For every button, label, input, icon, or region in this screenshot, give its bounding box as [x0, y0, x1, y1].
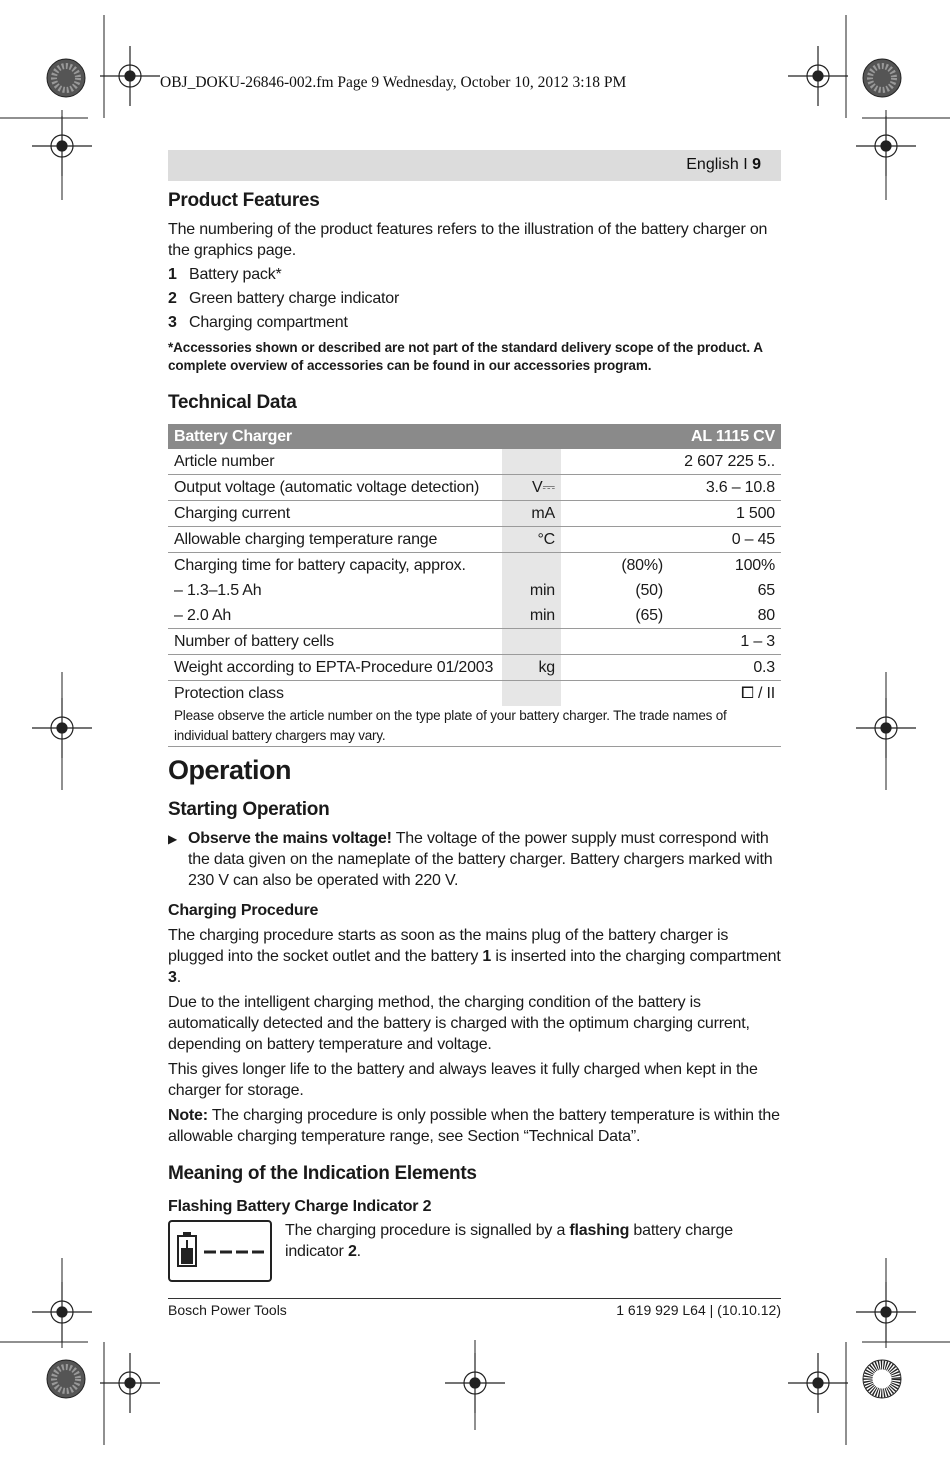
charging-procedure-title: Charging Procedure [168, 902, 319, 919]
mains-voltage-bullet [168, 828, 781, 891]
indication-elements-title: Meaning of the Indication Elements [168, 1163, 477, 1184]
row-label: Weight according to EPTA-Procedure 01/2003 [168, 655, 502, 681]
row-mid-value: (50) [635, 582, 663, 599]
row-value: 1 – 3 [669, 629, 781, 655]
row-label: Charging current [168, 501, 502, 527]
product-features-intro: The numbering of the product features refers to the illustration of the battery charger on the graphics page. [168, 221, 768, 259]
operation-title: Operation [168, 755, 292, 785]
table-row [168, 449, 781, 475]
table-header-left: Battery Charger [168, 424, 669, 449]
flashing-indicator-row [168, 1220, 781, 1282]
row-value: 2 607 225 5.. [669, 449, 781, 475]
table-row [168, 578, 781, 603]
row-unit: kg [502, 655, 561, 681]
row-mid-value [561, 655, 669, 681]
footer-doc-number: 1 619 929 L64 | (10.10.12) [616, 1302, 781, 1318]
row-label: Number of battery cells [168, 629, 502, 655]
feature-label: Green battery charge indicator [189, 290, 400, 307]
row-value: 65 [757, 582, 775, 599]
table-row [168, 681, 781, 707]
charging-procedure-p3: This gives longer life to the battery and always leaves it fully charged when kept in the charger for storage. [168, 1061, 758, 1099]
bullet-triangle-icon: ▶ [168, 832, 178, 846]
row-unit: V⎓ [502, 475, 561, 501]
row-label: Protection class [174, 685, 284, 702]
row-unit [502, 629, 561, 655]
row-mid-value [561, 501, 669, 527]
row-mid-value: (65) [561, 603, 669, 629]
row-value: 0 – 45 [669, 527, 781, 553]
flashing-indicator-title: Flashing Battery Charge Indicator 2 [168, 1198, 432, 1215]
table-row [168, 553, 781, 579]
page-header-text [686, 156, 761, 174]
p1-text-e: . [176, 969, 181, 986]
charging-procedure-note [168, 1105, 781, 1147]
table-row [168, 501, 781, 527]
row-value: 100% [734, 557, 775, 574]
flashing-text-a: The charging procedure is signalled by a [285, 1222, 570, 1239]
row-unit: mA [502, 501, 561, 527]
table-row [168, 527, 781, 553]
row-value: ⧠ / II [741, 685, 775, 702]
product-features-list [168, 264, 781, 333]
table-row [168, 629, 781, 655]
p1-ref-battery: 1 [482, 948, 492, 965]
feature-item [168, 264, 781, 285]
table-row [168, 475, 781, 501]
header-language: English [686, 156, 739, 173]
row-value: 1 500 [669, 501, 781, 527]
technical-data-title: Technical Data [168, 392, 297, 413]
technical-data-body [168, 449, 781, 747]
flashing-text-ref: 2 [347, 1243, 357, 1260]
row-unit [502, 553, 561, 579]
flashing-indicator-text [285, 1220, 781, 1282]
row-value: 80 [669, 603, 781, 629]
accessories-footnote: *Accessories shown or described are not part of the standard delivery scope of the product. A complete overview of accessories can be found in our accessories program. [168, 340, 763, 373]
footer-brand: Bosch Power Tools [168, 1302, 287, 1318]
row-value: 0.3 [669, 655, 781, 681]
row-label: Charging time for battery capacity, approx. [174, 557, 466, 574]
feature-item [168, 312, 781, 333]
table-header-row [168, 424, 781, 449]
p1-text-c: is inserted into the charging compartment [491, 948, 781, 965]
row-mid-value [561, 629, 669, 655]
header-separator: I [743, 156, 748, 173]
feature-item [168, 288, 781, 309]
row-label: Allowable charging temperature range [168, 527, 502, 553]
feature-label: Battery pack* [189, 266, 282, 283]
technical-data-table [168, 424, 781, 747]
print-info-line: OBJ_DOKU-26846-002.fm Page 9 Wednesday, October 10, 2012 3:18 PM [160, 74, 627, 91]
starting-operation-title: Starting Operation [168, 799, 330, 820]
row-label: Article number [168, 449, 502, 475]
row-unit: min [502, 603, 561, 629]
flashing-indicator-icon [168, 1220, 272, 1282]
charging-procedure-p2: Due to the intelligent charging method, the charging condition of the battery is automatically detected and the battery is charged with the optimum charging current, depending on battery temperature and voltage. [168, 994, 750, 1053]
flashing-text-bold: flashing [569, 1222, 630, 1239]
note-label: Note: [168, 1107, 208, 1124]
flashing-text-e: . [356, 1243, 361, 1260]
row-unit: °C [502, 527, 561, 553]
feature-number: 1 [168, 266, 177, 283]
page-header-bar [168, 150, 781, 181]
page-content [168, 188, 781, 1282]
table-row [168, 603, 781, 629]
note-text: The charging procedure is only possible when the battery temperature is within the allowable charging temperature range, see Section “Technical Data”. [168, 1107, 780, 1145]
mains-voltage-text: The voltage of the power supply must correspond with the data given on the nameplate of the battery charger. Battery chargers marked with 230 V can also be operated with 220 V. [188, 830, 773, 889]
row-mid-value [561, 681, 669, 707]
row-mid-value [561, 475, 669, 501]
feature-label: Charging compartment [189, 314, 348, 331]
table-header-right: AL 1115 CV [669, 424, 781, 449]
row-label: – 2.0 Ah [168, 603, 502, 629]
row-unit [502, 681, 561, 707]
row-value: 3.6 – 10.8 [669, 475, 781, 501]
feature-number: 3 [168, 314, 177, 331]
footer-rule [168, 1298, 781, 1299]
table-row [168, 655, 781, 681]
row-unit [502, 449, 561, 475]
row-unit: min [502, 578, 561, 603]
row-label: Output voltage (automatic voltage detection) [168, 475, 502, 501]
row-mid-value: (80%) [621, 557, 663, 574]
row-mid-value [561, 449, 669, 475]
flashing-text-c: battery charge indicator [285, 1222, 733, 1260]
row-label: – 1.3–1.5 Ah [174, 582, 262, 599]
mains-voltage-bold: Observe the mains voltage! [188, 830, 392, 847]
p1-text-a: The charging procedure starts as soon as the mains plug of the battery charger is plugged into the socket outlet and the battery [168, 927, 729, 965]
p1-ref-compartment: 3 [168, 969, 177, 986]
product-features-title: Product Features [168, 190, 320, 211]
feature-number: 2 [168, 290, 177, 307]
table-footnote: Please observe the article number on the type plate of your battery charger. The trade names of individual battery chargers may vary. [168, 706, 781, 747]
table-footnote-row [168, 706, 781, 747]
charging-procedure-p1 [168, 925, 781, 988]
header-page-number: 9 [752, 156, 761, 173]
row-mid-value [561, 527, 669, 553]
